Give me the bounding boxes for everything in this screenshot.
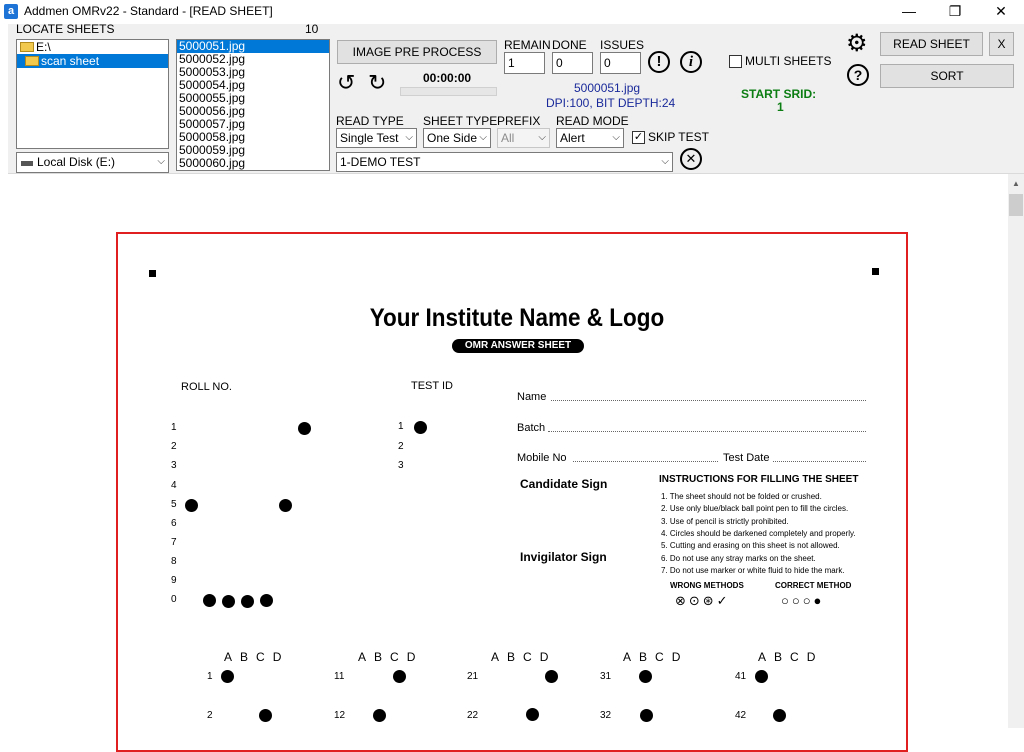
roll-row-number: 5 <box>171 499 177 510</box>
current-file: 5000051.jpg <box>574 81 641 95</box>
minimize-button[interactable]: — <box>902 3 916 19</box>
question-number: 31 <box>600 671 612 682</box>
batch-label: Batch <box>517 422 546 434</box>
choice-a: A <box>224 650 241 664</box>
mobile-label: Mobile No <box>517 452 567 464</box>
choice-header <box>358 650 423 664</box>
omr-answer-sheet-badge: OMR ANSWER SHEET <box>452 339 584 353</box>
sort-button[interactable]: SORT <box>880 64 1014 88</box>
file-item[interactable]: 5000055.jpg <box>179 91 246 105</box>
mobile-line <box>573 461 718 462</box>
choice-d: D <box>806 650 824 664</box>
filled-bubble <box>755 670 768 683</box>
correct-method-label: CORRECT METHOD <box>775 581 852 590</box>
choice-header <box>224 650 289 664</box>
test-id-row-number: 3 <box>398 460 404 471</box>
filled-bubble <box>259 709 272 722</box>
instruction-item: 4. Circles should be darkened completely and properly. <box>661 529 856 538</box>
choice-b: B <box>374 650 391 664</box>
read-type-select[interactable] <box>336 128 417 148</box>
question-number: 12 <box>334 710 346 721</box>
read-type-value: Single Test <box>340 131 399 145</box>
roll-row-number: 9 <box>171 575 177 586</box>
choice-header <box>491 650 556 664</box>
tree-item-drive[interactable] <box>17 40 168 54</box>
filled-bubble <box>279 499 292 512</box>
instruction-item: 3. Use of pencil is strictly prohibited. <box>661 517 789 526</box>
instruction-item: 5. Cutting and erasing on this sheet is not allowed. <box>661 541 840 550</box>
file-item[interactable]: 5000060.jpg <box>179 156 246 170</box>
drive-select-value: Local Disk (E:) <box>37 155 116 169</box>
roll-row-number: 1 <box>171 422 177 433</box>
filled-bubble <box>414 421 427 434</box>
prefix-value: All <box>501 131 515 145</box>
chevron-down-icon: ⌵ <box>405 132 413 143</box>
tree-item-scan-sheet[interactable] <box>17 54 168 68</box>
start-srid-value: 1 <box>777 100 784 114</box>
filled-bubble <box>393 670 406 683</box>
window-title: Addmen OMRv22 - Standard - [READ SHEET] <box>24 4 273 18</box>
file-item[interactable]: 5000057.jpg <box>179 117 246 131</box>
gear-icon[interactable]: ⚙ <box>846 30 868 57</box>
filled-bubble <box>203 594 216 607</box>
file-item[interactable]: 5000058.jpg <box>179 130 246 144</box>
filled-bubble <box>221 670 234 683</box>
read-mode-label: READ MODE <box>556 114 629 128</box>
name-label: Name <box>517 391 547 403</box>
control-panel <box>8 24 1024 174</box>
roll-row-number: 0 <box>171 594 177 605</box>
multi-sheets-label: MULTI SHEETS <box>745 54 832 68</box>
test-select-value: 1-DEMO TEST <box>340 155 421 169</box>
tree-item-label: E:\ <box>36 40 51 54</box>
filled-bubble <box>298 422 311 435</box>
question-number: 1 <box>207 671 213 682</box>
corner-mark <box>872 268 879 275</box>
choice-c: C <box>390 650 407 664</box>
done-label: DONE <box>552 38 587 52</box>
title-bar <box>0 0 1024 24</box>
correct-method-example-icons: ○○○● <box>781 593 825 608</box>
roll-row-number: 3 <box>171 460 177 471</box>
choice-b: B <box>774 650 791 664</box>
chevron-down-icon: ⌵ <box>157 156 165 167</box>
maximize-button[interactable]: ❐ <box>948 3 962 19</box>
choice-d: D <box>539 650 557 664</box>
skip-test-checkbox[interactable]: ✓ <box>633 131 644 143</box>
question-number: 42 <box>735 710 747 721</box>
sheet-type-label: SHEET TYPE <box>423 114 498 128</box>
done-value: 0 <box>552 52 593 74</box>
choice-d: D <box>406 650 424 664</box>
wrong-methods-label: WRONG METHODS <box>670 581 744 590</box>
sheet-type-select[interactable] <box>423 128 491 148</box>
close-panel-button[interactable]: X <box>989 32 1014 56</box>
alert-icon[interactable]: ! <box>648 51 670 73</box>
question-number: 22 <box>467 710 479 721</box>
chevron-down-icon: ⌵ <box>661 156 669 167</box>
choice-a: A <box>758 650 775 664</box>
prefix-select[interactable] <box>497 128 550 148</box>
choice-a: A <box>623 650 640 664</box>
progress-bar <box>400 87 497 96</box>
roll-row-number: 4 <box>171 480 177 491</box>
file-item[interactable]: 5000056.jpg <box>179 104 246 118</box>
filled-bubble <box>526 708 539 721</box>
drive-select[interactable] <box>16 152 169 173</box>
question-number: 21 <box>467 671 479 682</box>
wrong-methods-example-icons: ⊗⊙⊛✓ <box>675 593 731 608</box>
chevron-down-icon: ⌵ <box>479 132 487 143</box>
chevron-down-icon: ⌵ <box>612 132 620 143</box>
choice-c: C <box>790 650 807 664</box>
file-list[interactable] <box>176 39 330 171</box>
roll-row-number: 7 <box>171 537 177 548</box>
question-number: 32 <box>600 710 612 721</box>
clear-test-icon[interactable]: ✕ <box>680 148 702 170</box>
instruction-item: 6. Do not use any stray marks on the sheet. <box>661 554 816 563</box>
filled-bubble <box>241 595 254 608</box>
choice-a: A <box>491 650 508 664</box>
roll-row-number: 6 <box>171 518 177 529</box>
scroll-thumb[interactable] <box>1009 194 1023 216</box>
instructions-title: INSTRUCTIONS FOR FILLING THE SHEET <box>659 474 859 485</box>
folder-open-icon <box>20 42 34 52</box>
test-id-row-number: 1 <box>398 421 404 432</box>
read-sheet-button[interactable]: READ SHEET <box>880 32 983 56</box>
chevron-down-icon: ⌵ <box>538 132 546 143</box>
start-srid-label: START SRID: <box>741 87 817 101</box>
close-window-button[interactable]: ✕ <box>995 3 1007 19</box>
test-date-label: Test Date <box>723 452 770 464</box>
tree-item-label: scan sheet <box>41 54 100 68</box>
choice-header <box>758 650 823 664</box>
choice-header <box>623 650 688 664</box>
app-logo-icon: a <box>4 4 18 19</box>
instruction-item: 2. Use only blue/black ball point pen to fill the circles. <box>661 504 849 513</box>
skip-test-label: SKIP TEST <box>648 130 709 144</box>
corner-mark <box>149 270 156 277</box>
choice-d: D <box>671 650 689 664</box>
file-item[interactable]: 5000052.jpg <box>179 52 246 66</box>
candidate-sign-label: Candidate Sign <box>520 477 608 491</box>
choice-c: C <box>256 650 273 664</box>
filled-bubble <box>639 670 652 683</box>
roll-row-number: 2 <box>171 441 177 452</box>
choice-a: A <box>358 650 375 664</box>
vertical-scrollbar[interactable] <box>1008 174 1024 728</box>
choice-b: B <box>240 650 257 664</box>
choice-b: B <box>507 650 524 664</box>
timer: 00:00:00 <box>423 71 472 85</box>
filled-bubble <box>373 709 386 722</box>
folder-tree[interactable] <box>16 39 169 149</box>
image-pre-process-button[interactable]: IMAGE PRE PROCESS <box>337 40 497 64</box>
rotate-right-icon[interactable]: ↻ <box>368 70 387 95</box>
instruction-item: 1. The sheet should not be folded or crushed. <box>661 492 822 501</box>
invigilator-sign-label: Invigilator Sign <box>520 550 607 564</box>
dpi-info: DPI:100, BIT DEPTH:24 <box>546 96 676 110</box>
sheet-type-value: One Side <box>427 131 478 145</box>
filled-bubble <box>545 670 558 683</box>
multi-sheets-checkbox[interactable] <box>729 55 742 68</box>
question-number: 11 <box>334 671 345 682</box>
read-mode-select[interactable] <box>556 128 624 148</box>
issues-value: 0 <box>600 52 641 74</box>
drive-icon <box>21 161 33 166</box>
test-id-label: TEST ID <box>411 380 453 392</box>
file-item[interactable]: 5000059.jpg <box>179 143 246 157</box>
file-item[interactable]: 5000053.jpg <box>179 65 246 79</box>
info-icon[interactable]: i <box>680 51 702 73</box>
choice-d: D <box>272 650 290 664</box>
roll-row-number: 8 <box>171 556 177 567</box>
test-id-row-number: 2 <box>398 441 404 452</box>
choice-c: C <box>655 650 672 664</box>
help-icon[interactable]: ? <box>847 64 869 86</box>
file-item[interactable]: 5000051.jpg <box>177 40 329 53</box>
filled-bubble <box>773 709 786 722</box>
prefix-label: PREFIX <box>497 114 541 128</box>
remain-value: 1 <box>504 52 545 74</box>
question-number: 2 <box>207 710 213 721</box>
rotate-left-icon[interactable]: ↺ <box>337 70 356 95</box>
locate-sheets-label: LOCATE SHEETS <box>16 22 115 36</box>
name-line <box>551 400 866 401</box>
roll-no-label: ROLL NO. <box>181 381 232 393</box>
test-select[interactable] <box>336 152 673 172</box>
question-number: 41 <box>735 671 747 682</box>
read-type-label: READ TYPE <box>336 114 404 128</box>
read-mode-value: Alert <box>560 131 585 145</box>
instruction-item: 7. Do not use marker or white fluid to hide the mark. <box>661 566 845 575</box>
test-date-line <box>773 461 866 462</box>
institute-name: Your Institute Name & Logo <box>369 304 665 332</box>
filled-bubble <box>260 594 273 607</box>
folder-icon <box>25 56 39 66</box>
filled-bubble <box>222 595 235 608</box>
omr-sheet-image <box>116 232 908 752</box>
filled-bubble <box>640 709 653 722</box>
file-item[interactable]: 5000054.jpg <box>179 78 246 92</box>
batch-line <box>548 431 866 432</box>
file-count: 10 <box>305 22 319 36</box>
remain-label: REMAIN <box>504 38 551 52</box>
issues-label: ISSUES <box>600 38 645 52</box>
filled-bubble <box>185 499 198 512</box>
choice-c: C <box>523 650 540 664</box>
choice-b: B <box>639 650 656 664</box>
scroll-up-icon[interactable]: ▲ <box>1012 179 1020 188</box>
